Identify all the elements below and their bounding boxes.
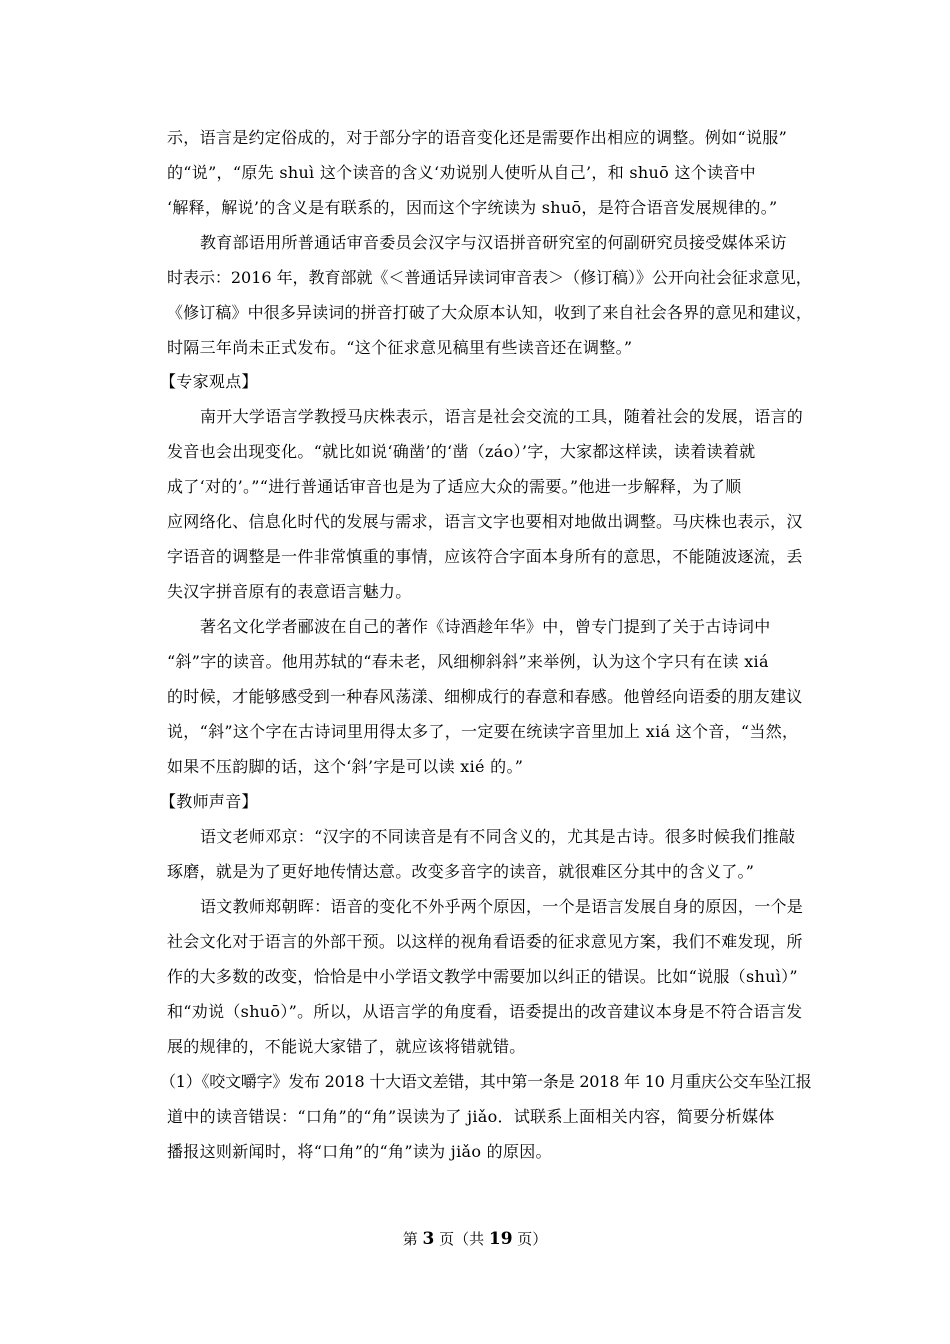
paragraph-start-line: 语文教师郑朝晖：语音的变化不外乎两个原因，一个是语言发展自身的原因，一个是 xyxy=(200,897,804,916)
paragraph-start-line: 语文老师邓京：“汉字的不同读音是有不同含义的，尤其是古诗。很多时候我们推敲 xyxy=(200,827,796,846)
page-footer xyxy=(0,1228,950,1250)
total-page-number: 19 xyxy=(488,1229,513,1249)
question-line: 播报这则新闻时，将“口角”的“角”读为 jiǎo 的原因。 xyxy=(167,1142,552,1161)
text-line: 社会文化对于语言的外部干预。以这样的视角看语委的征求意见方案，我们不难发现，所 xyxy=(167,932,803,951)
footer-middle: 页（共 xyxy=(434,1230,489,1248)
text-line: 《修订稿》中很多异读词的拼音打破了大众原本认知，收到了来自社会各界的意见和建议， xyxy=(167,303,813,322)
section-heading-teacher: 【教师声音】 xyxy=(160,792,258,811)
text-line: 琢磨，就是为了更好地传情达意。改变多音字的读音，就很难区分其中的含义了。” xyxy=(167,862,755,881)
text-line: 时表示：2016 年，教育部就《＜普通话异读词审音表＞（修订稿）》公开向社会征求意见， xyxy=(167,268,812,287)
text-line: ‘解释，解说’的含义是有联系的，因而这个字统读为 shuō，是符合语音发展规律的。” xyxy=(167,198,778,217)
text-line: 发音也会出现变化。“就比如说‘确凿’的‘凿（záo）’字，大家都这样读，读着读着就 xyxy=(167,442,756,461)
text-line: 应网络化、信息化时代的发展与需求，语言文字也要相对地做出调整。马庆株也表示，汉 xyxy=(167,512,803,531)
text-line: 失汉字拼音原有的表意语言魅力。 xyxy=(167,582,412,601)
paragraph-start-line: 教育部语用所普通话审音委员会汉字与汉语拼音研究室的何副研究员接受媒体采访 xyxy=(200,233,787,252)
footer-prefix: 第 xyxy=(402,1230,423,1248)
text-line: 成了‘对的’。”“进行普通话审音也是为了适应大众的需要。”他进一步解释，为了顺 xyxy=(167,477,742,496)
text-line: “斜”字的读音。他用苏轼的“春未老，风细柳斜斜”来举例，认为这个字只有在读 xiá xyxy=(167,652,769,671)
footer-suffix: 页） xyxy=(512,1230,548,1248)
current-page-number: 3 xyxy=(422,1229,435,1249)
text-line: 如果不压韵脚的话，这个‘斜’字是可以读 xié 的。” xyxy=(167,757,524,776)
section-heading-expert: 【专家观点】 xyxy=(160,372,258,391)
paragraph-start-line: 南开大学语言学教授马庆株表示，语言是社会交流的工具，随着社会的发展，语言的 xyxy=(200,407,804,426)
text-line: 和“劝说（shuō）”。所以，从语言学的角度看，语委提出的改音建议本身是不符合语言发 xyxy=(167,1002,803,1021)
text-line: 的“说”，“原先 shuì 这个读音的含义‘劝说别人使听从自己’，和 shuō 这个读音中 xyxy=(167,163,756,182)
text-line: 字语音的调整是一件非常慎重的事情，应该符合字面本身所有的意思，不能随波逐流，丢 xyxy=(167,547,803,566)
question-line: 道中的读音错误：“口角”的“角”误读为了 jiǎo．试联系上面相关内容，简要分析媒体 xyxy=(167,1107,775,1126)
text-line: 说，“斜”这个字在古诗词里用得太多了，一定要在统读字音里加上 xiá 这个音，“当然， xyxy=(167,722,799,741)
paragraph-start-line: 著名文化学者郦波在自己的著作《诗酒趁年华》中，曾专门提到了关于古诗词中 xyxy=(200,617,771,636)
text-line: 作的大多数的改变，恰恰是中小学语文教学中需要加以纠正的错误。比如“说服（shuì）” xyxy=(167,967,798,986)
text-line: 时隔三年尚未正式发布。“这个征求意见稿里有些读音还在调整。” xyxy=(167,338,633,357)
text-line: 的时候，才能够感受到一种春风荡漾、细柳成行的春意和春感。他曾经向语委的朋友建议 xyxy=(167,687,803,706)
text-line: 示，语言是约定俗成的，对于部分字的语音变化还是需要作出相应的调整。例如“说服” xyxy=(167,128,788,147)
question-line: （1）《咬文嚼字》发布 2018 十大语文差错，其中第一条是 2018 年 10 月重庆公交车坠江报 xyxy=(160,1072,812,1091)
text-line: 展的规律的，不能说大家错了，就应该将错就错。 xyxy=(167,1037,526,1056)
